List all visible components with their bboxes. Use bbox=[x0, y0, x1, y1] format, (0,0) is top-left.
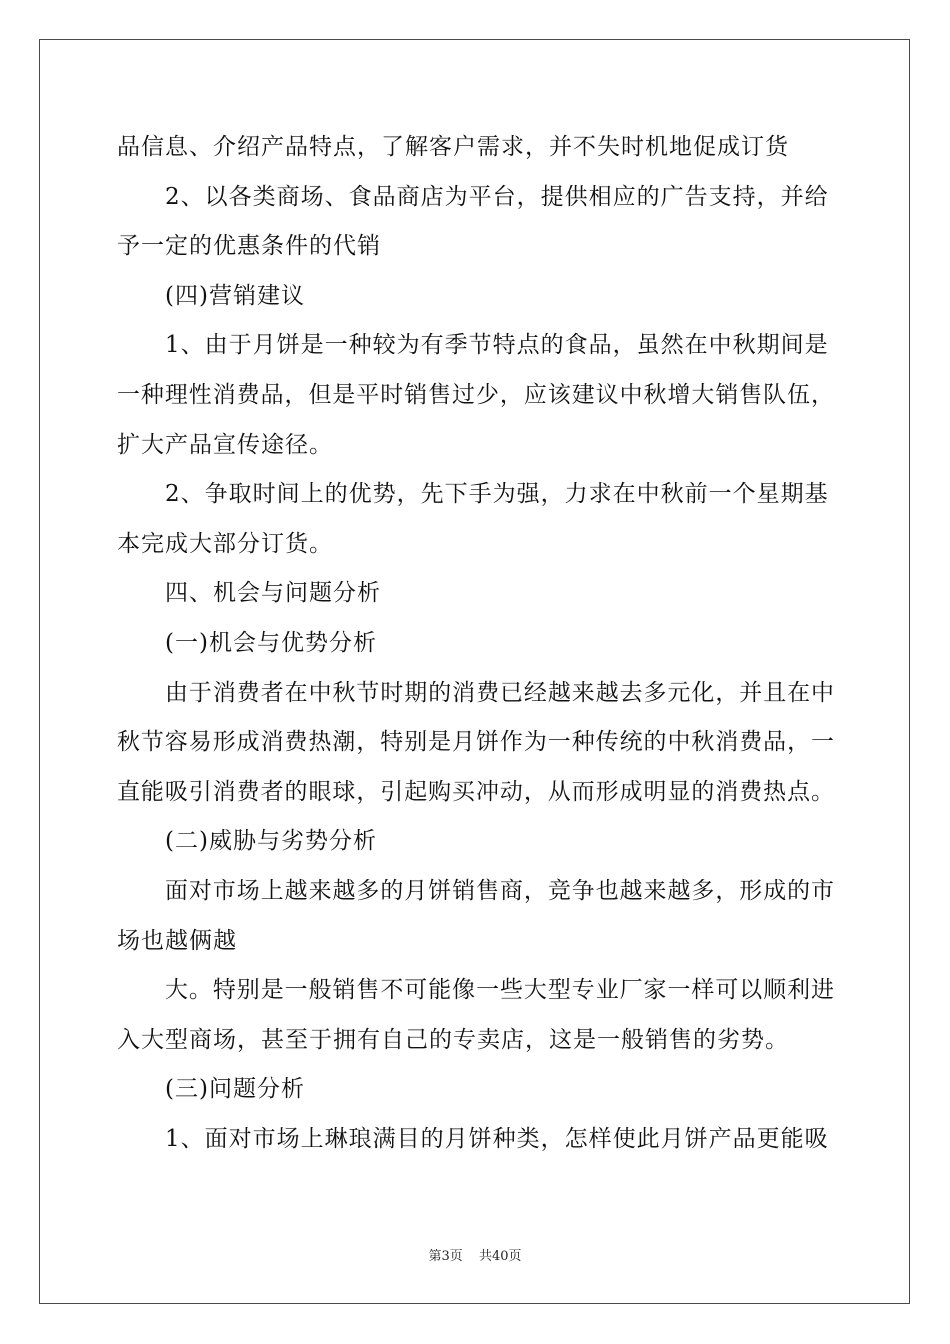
text-line: 2、以各类商场、食品商店为平台，提供相应的广告支持，并给 bbox=[165, 183, 829, 210]
text-line: 直能吸引消费者的眼球，引起购买冲动，从而形成明显的消费热点。 bbox=[117, 778, 835, 805]
text-line: 扩大产品宣传途径。 bbox=[117, 431, 333, 458]
text-line: 一种理性消费品，但是平时销售过少，应该建议中秋增大销售队伍， bbox=[117, 382, 835, 408]
text-line: 2、争取时间上的优势，先下手为强，力求在中秋前一个星期基 bbox=[165, 481, 829, 508]
text-line: 品信息、介绍产品特点，了解客户需求，并不失时机地促成订货 bbox=[117, 134, 789, 160]
text-line: 由于消费者在中秋节时期的消费已经越来越去多元化，并且在中 bbox=[165, 679, 835, 706]
text-line: 四、机会与问题分析 bbox=[165, 580, 381, 607]
text-line: 秋节容易形成消费热潮，特别是月饼作为一种传统的中秋消费品，一 bbox=[117, 729, 835, 756]
text-line: 本完成大部分订货。 bbox=[117, 530, 333, 557]
page-footer bbox=[0, 1245, 950, 1264]
text-line: 1、面对市场上琳琅满目的月饼种类，怎样使此月饼产品更能吸 bbox=[165, 1126, 829, 1152]
text-line: 入大型商场，甚至于拥有自己的专卖店，这是一般销售的劣势。 bbox=[117, 1026, 789, 1053]
text-line: 场也越俩越 bbox=[117, 927, 237, 954]
text-line: (二)威胁与劣势分析 bbox=[165, 828, 377, 855]
text-line: 予一定的优惠条件的代销 bbox=[117, 233, 381, 260]
current-page-label: 第3页 bbox=[428, 1249, 463, 1264]
text-line: 1、由于月饼是一种较为有季节特点的食品，虽然在中秋期间是 bbox=[165, 332, 829, 359]
text-line: (四)营销建议 bbox=[165, 282, 305, 309]
text-line: (一)机会与优势分析 bbox=[165, 630, 377, 656]
text-line: 面对市场上越来越多的月饼销售商，竞争也越来越多，形成的市 bbox=[165, 878, 835, 904]
total-pages-label: 共40页 bbox=[478, 1249, 522, 1264]
text-line: (三)问题分析 bbox=[165, 1076, 305, 1103]
text-line: 大。特别是一般销售不可能像一些大型专业厂家一样可以顺利进 bbox=[165, 977, 835, 1004]
